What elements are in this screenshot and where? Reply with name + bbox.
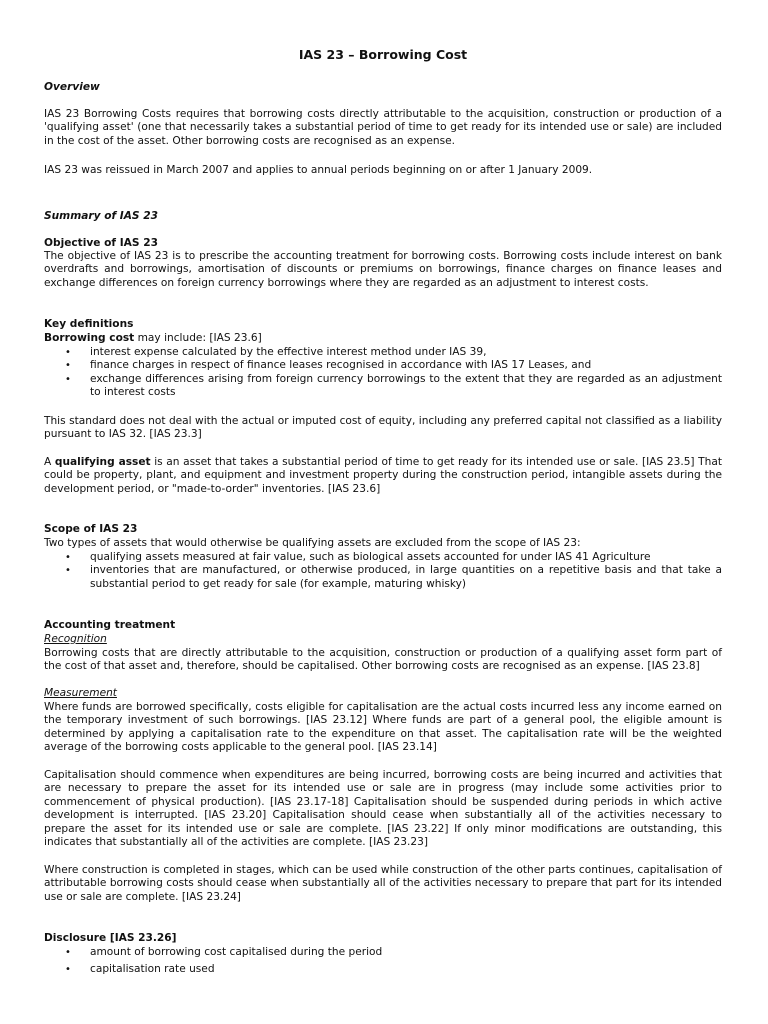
list-item: • qualifying assets measured at fair value, such as biological assets accounted for under IAS 41 Agriculture — [65, 551, 651, 563]
bullet-icon: • — [65, 964, 71, 976]
objective-text: The objective of IAS 23 is to prescribe the accounting treatment for borrowing costs. Borrowing costs include interest on bank overdrafts and borrowings, amortisation of discounts or premiums on borrowings, finance charges on finance leases and exchange differences on foreign currency borrowings where they are regarded as an adjustment to interest costs. — [44, 250, 722, 289]
summary-heading: Summary of IAS 23 — [44, 210, 158, 222]
list-item: • exchange differences arising from foreign currency borrowings to the extent that they are regarded as an adjustment to interest costs — [65, 372, 722, 399]
list-item: • amount of borrowing cost capitalised during the period — [65, 946, 383, 958]
measurement-text: Where funds are borrowed specifically, costs eligible for capitalisation are the actual costs incurred less any income earned on the temporary investment of such borrowings. [IAS 23.12] Where funds are part of a general pool, the eligible amount is determined by applying a capitalisation rate to the expenditure on that asset. The capitalisation rate will be the weighted average of the borrowing costs applicable to the general pool. [IAS 23.14] — [44, 701, 722, 754]
bullet-icon: • — [65, 552, 71, 563]
objective-heading: Objective of IAS 23 — [44, 237, 158, 249]
capitalisation-text: Capitalisation should commence when expenditures are being incurred, borrowing costs are being incurred and activities that are necessary to prepare the asset for its intended use or sale are in progress (may include some activities prior to commencement of physical production). [IAS 23.17-18] Capitalisation should be suspended during periods in which active development is interrupted. [IAS 23.20] Capitalisation should cease when substantially all of the activities necessary to prepare the asset for its intended use or sale are complete. [IAS 23.22] If only minor modifications are outstanding, this indicates that substantially all of the activities are complete. [IAS 23.23] — [44, 769, 722, 849]
list-item: • interest expense calculated by the effective interest method under IAS 39, — [65, 346, 487, 358]
page-title: IAS 23 – Borrowing Cost — [298, 47, 468, 62]
bullet-icon: • — [65, 947, 71, 958]
overview-heading: Overview — [44, 81, 100, 93]
borrowing-cost-rest: may include: [IAS 23.6] — [134, 332, 262, 344]
qualifying-asset-term: qualifying asset — [54, 456, 151, 468]
scope-intro: Two types of assets that would otherwise be qualifying assets are excluded from the scope of IAS 23: — [44, 537, 581, 549]
bullet-icon: • — [65, 373, 71, 385]
measurement-subheading: Measurement — [44, 687, 117, 699]
recognition-subheading: Recognition — [44, 633, 107, 645]
list-item: • inventories that are manufactured, or otherwise produced, in large quantities on a repetitive basis and that take a substantial period to get ready for sale (for example, maturing whisky) — [65, 564, 722, 590]
borrowing-cost-term: Borrowing cost — [44, 332, 135, 344]
list-item: • finance charges in respect of finance leases recognised in accordance with IAS 17 Leases, and — [65, 359, 592, 372]
list-item: • capitalisation rate used — [65, 963, 215, 976]
overview-paragraph-1: IAS 23 Borrowing Costs requires that borrowing costs directly attributable to the acquisition, construction or production of a 'qualifying asset' (one that necessarily takes a substantial period of time to get ready for its intended use or sale) are included in the cost of the asset. Other borrowing costs are recognised as an expense. — [44, 108, 722, 147]
disclosure-list — [44, 946, 722, 977]
key-definitions-heading: Key definitions — [44, 318, 134, 330]
bullet-icon: • — [65, 360, 71, 372]
scope-heading: Scope of IAS 23 — [44, 523, 138, 535]
qualifying-asset-definition: A qualifying asset is an asset that takes a substantial period of time to get ready for its intended use or sale. [IAS 23.5] That could be property, plant, and equipment and investment property during the construction period, intangible assets during the development period, or "made-to-order" inventories. [IAS 23.6] — [44, 456, 722, 495]
scope-exclusions-list — [44, 551, 722, 591]
cost-of-equity-note: This standard does not deal with the actual or imputed cost of equity, including any preferred capital not classified as a liability pursuant to IAS 32. [IAS 23.3] — [44, 415, 722, 441]
disclosure-heading: Disclosure [IAS 23.26] — [44, 932, 177, 944]
borrowing-cost-list — [44, 346, 722, 400]
stages-text: Where construction is completed in stages, which can be used while construction of the other parts continues, capitalisation of attributable borrowing costs should cease when substantially all of the activities necessary to prepare that part for its intended use or sale are complete. [IAS 23.24] — [44, 864, 722, 903]
bullet-icon: • — [65, 347, 71, 358]
recognition-text: Borrowing costs that are directly attributable to the acquisition, construction or production of a qualifying asset form part of the cost of that asset and, therefore, should be capitalised. Other borrowing costs are recognised as an expense. [IAS 23.8] — [44, 647, 722, 673]
bullet-icon: • — [65, 565, 71, 577]
overview-paragraph-2: IAS 23 was reissued in March 2007 and applies to annual periods beginning on or after 1 January 2009. — [44, 164, 593, 176]
accounting-treatment-heading: Accounting treatment — [44, 619, 176, 631]
borrowing-cost-definition — [44, 332, 722, 345]
